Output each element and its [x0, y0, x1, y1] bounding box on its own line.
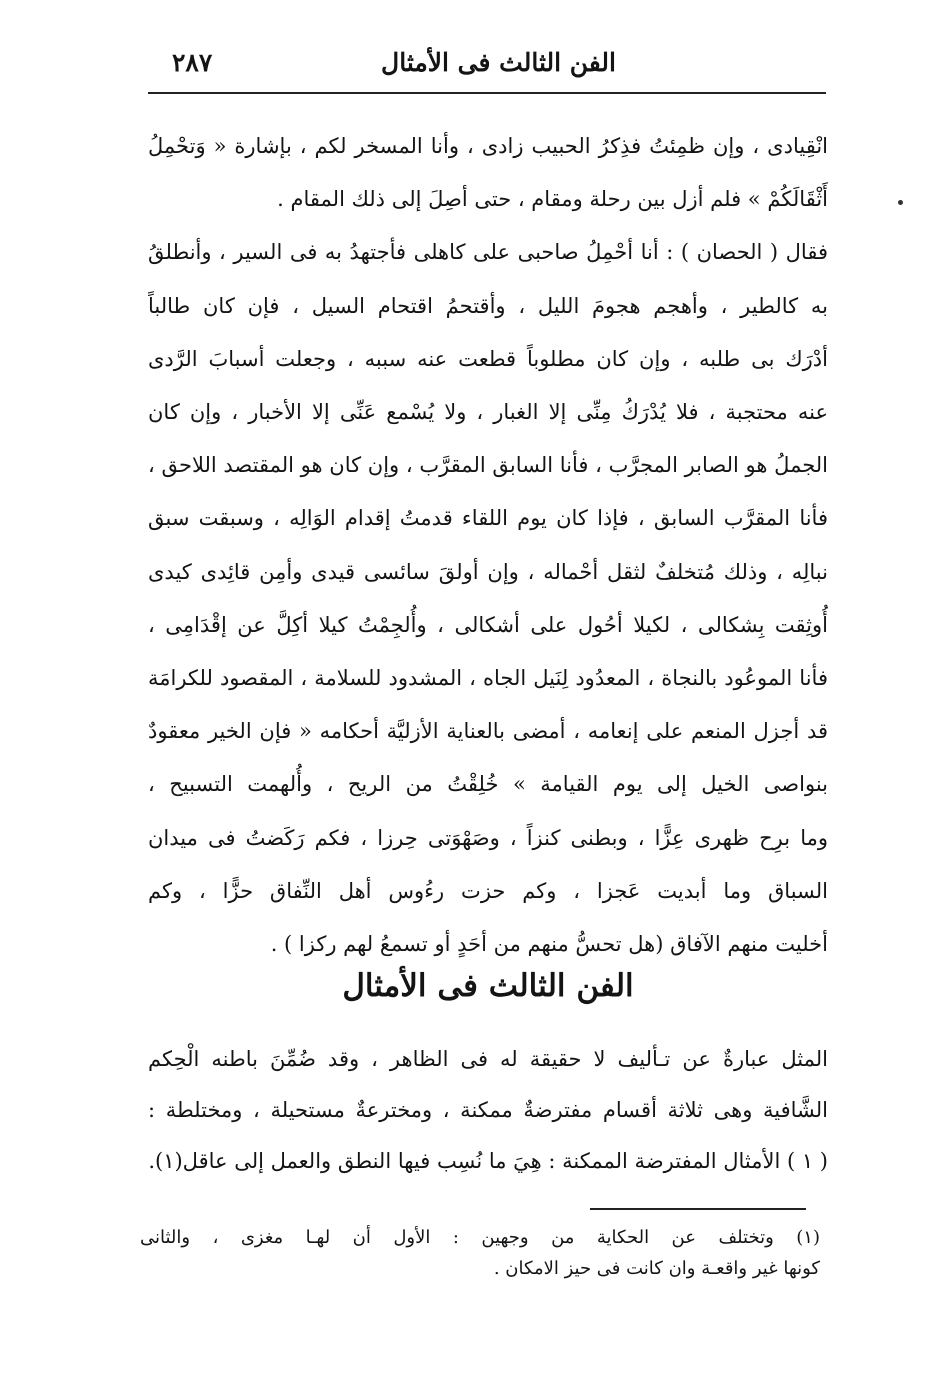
body-text	[148, 120, 828, 971]
body-line: الجملُ هو الصابر المجرَّب ، فأنا السابق المقرَّب ، وإن كان هو المقتصد اللاحق ،	[148, 453, 828, 478]
body-line: أخليت منهم الآفاق (هل تحسُّ منهم من أحَدٍ أو تسمعُ لهم ركزا ) .	[270, 932, 828, 957]
body-line: أَثْقَالَكُمْ » فلم أزل بين رحلة ومقام ، حتى أصِلَ إلى ذلك المقام .	[277, 187, 828, 212]
body-line: أدْرَك بى طلبه ، وإن كان مطلوباً قطعت عنه سببه ، وجعلت أسبابَ الرَّدى	[148, 346, 828, 371]
footnote-line: (١) وتختلف عن الحكاية من وجهين : الأول أن لهـا مغزى ، والثانى	[140, 1227, 820, 1248]
body-line: به كالطير ، وأهجم هجومَ الليل ، وأقتحمُ اقتحام السيل ، فإن كان طالباً	[148, 293, 828, 318]
footnote	[140, 1222, 820, 1284]
section-line: ( ١ ) الأمثال المفترضة الممكنة : هِيَ ما نُسِب فيها النطق والعمل إلى عاقل(١).	[148, 1149, 828, 1173]
body-line: السباق وما أبديت عَجزا ، وكم حزت رءُوس أهل النِّفاق حزًّا ، وكم	[148, 878, 828, 903]
margin-dot	[898, 200, 903, 205]
page-number: ٢٨٧	[172, 48, 213, 77]
body-line: أُوثِقت بِشكالى ، لكيلا أحُول على أشكالى ، وأُلجِمْتُ كيلا أكِلَّ عن إقْدَامِى ،	[148, 612, 828, 637]
section-heading: الفن الثالث فى الأمثال	[342, 968, 634, 1004]
body-line: وما برِح ظهرى عِزًّا ، وبطنى كنزاً ، وصَهْوَتى حِرزا ، فكم رَكَضتُ فى ميدان	[148, 825, 828, 850]
body-line: نبالِه ، وذلك مُتخلفٌ لثقل أحْماله ، وإن أولقَ سائسى قيدى وأمِن قائِدى كيدى	[148, 559, 828, 584]
body-line: انْقِيادى ، وإن ظمِئتُ فذِكرُ الحبيب زادى ، وأنا المسخر لكم ، بإشارة « وَتحْمِلُ	[148, 134, 828, 158]
footnote-rule	[590, 1208, 806, 1210]
body-line: بنواصى الخيل إلى يوم القيامة » خُلِقْتُ من الريح ، وأُلهمت التسبيح ،	[148, 772, 828, 797]
body-line: فأنا الموعُود بالنجاة ، المعدُود لِنَيل الجاه ، المشدود للسلامة ، المقصود للكرامَة	[148, 666, 828, 691]
running-title: الفن الثالث فى الأمثال	[381, 48, 616, 77]
page-header	[148, 44, 826, 94]
footnote-line: كونها غير واقعـة وان كانت فى حيز الامكان .	[493, 1258, 820, 1279]
body-line: عنه محتجبة ، فلا يُدْرَكُ مِنِّى إلا الغبار ، ولا يُسْمع عَنِّى إلا الأخبار ، وإن كان	[148, 400, 828, 425]
body-line: فأنا المقرَّب السابق ، فإذا كان يوم اللقاء قدمتُ إقدام الوَالِه ، وسبقت سبق	[148, 506, 828, 531]
header-rule	[148, 92, 826, 94]
section-line: الشَّافية وهى ثلاثة أقسام مفترضةٌ ممكنة ، ومخترعةٌ مستحيلة ، ومختلطة :	[148, 1098, 828, 1122]
section-line: المثل عبارةٌ عن تـأليف لا حقيقة له فى الظاهر ، وقد ضُمِّنَ باطنه الْحِكم	[148, 1047, 828, 1071]
section-text	[148, 1034, 828, 1187]
body-line: فقال ( الحصان ) : أنا أحْمِلُ صاحبى على كاهلى فأجتهدُ به فى السير ، وأنطلقُ	[148, 240, 828, 265]
body-line: قد أجزل المنعم على إنعامه ، أمضى بالعناية الأزليَّة أحكامه « فإن الخير معقودٌ	[148, 719, 828, 744]
